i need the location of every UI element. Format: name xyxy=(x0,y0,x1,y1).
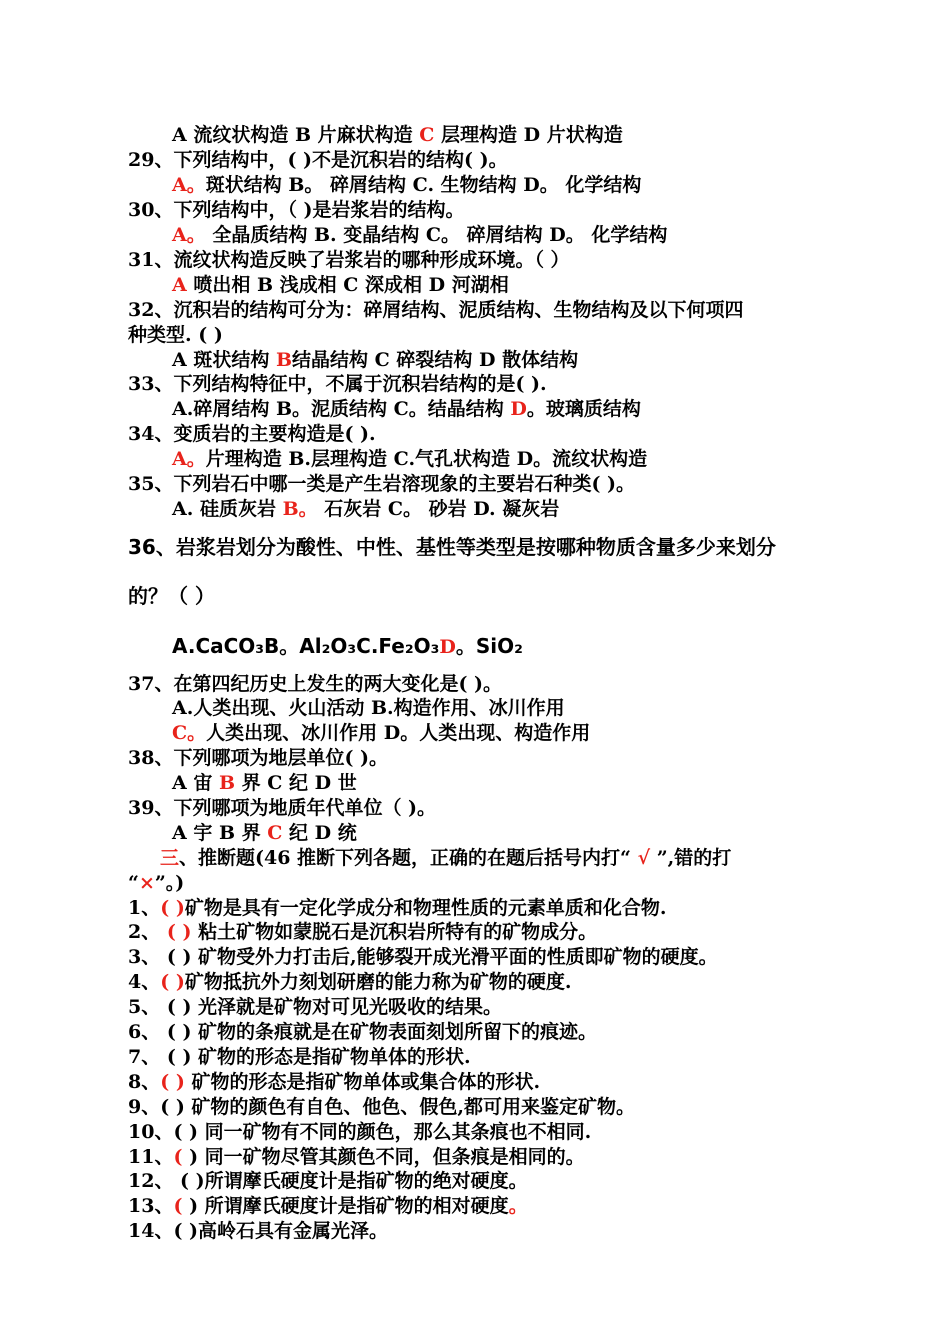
question-36 xyxy=(128,535,776,559)
text-line xyxy=(172,497,559,521)
tf-item-2 xyxy=(128,920,597,944)
line-text: 、推断题(46 推断下列各题，正确的在题后括号内打“ xyxy=(179,847,638,869)
text-line xyxy=(128,584,215,608)
answer-mark: D xyxy=(439,636,456,658)
tf-item-12 xyxy=(128,1169,528,1193)
line-text: 38、下列哪项为地层单位( )。 xyxy=(128,747,389,769)
line-text: 人类出现、冰川作用 D。人类出现、构造作用 xyxy=(206,722,591,744)
text-line xyxy=(172,173,641,197)
line-text: 30、下列结构中，（ )是岩浆岩的结构。 xyxy=(128,199,465,221)
question-37 xyxy=(128,672,502,696)
text-line xyxy=(128,323,223,347)
question-34 xyxy=(128,422,376,446)
tf-item-8 xyxy=(128,1070,540,1094)
line-text: 石灰岩 C。 砂岩 D. 凝灰岩 xyxy=(317,498,560,520)
line-text: 斑状结构 B。 碎屑结构 C. 生物结构 D。 化学结构 xyxy=(205,174,642,196)
tf-item-7 xyxy=(128,1045,471,1069)
answer-mark: B。 xyxy=(282,498,318,520)
line-text: 9、( ) 矿物的颜色有自色、他色、假色,都可用来鉴定矿物。 xyxy=(128,1096,636,1118)
text-line xyxy=(172,397,641,421)
line-text: 34、变质岩的主要构造是( ). xyxy=(128,423,376,445)
line-text: 矿物的形态是指矿物单体或集合体的形状. xyxy=(184,1071,541,1093)
text-line xyxy=(128,871,184,895)
answer-mark: A。 xyxy=(172,448,206,470)
line-text: A.CaCO₃B。Al₂O₃C.Fe₂O₃ xyxy=(172,634,440,658)
question-39 xyxy=(128,796,436,820)
line-text: 层理构造 D 片状构造 xyxy=(434,124,623,146)
line-text: A 斑状结构 xyxy=(172,349,276,371)
question-29 xyxy=(128,148,508,172)
text-line xyxy=(172,771,357,795)
line-text: 7、 ( ) 矿物的形态是指矿物单体的形状. xyxy=(128,1046,471,1068)
answer-mark: ( xyxy=(173,1195,183,1217)
line-text: 粘土矿物如蒙脱石是沉积岩所特有的矿物成分。 xyxy=(191,921,598,943)
answer-mark: C xyxy=(419,124,435,146)
line-text: 10、( ) 同一矿物有不同的颜色，那么其条痕也不相同. xyxy=(128,1121,592,1143)
tf-item-13 xyxy=(128,1194,528,1218)
text-line xyxy=(172,348,578,372)
answer-mark: ( xyxy=(173,1146,183,1168)
line-text: A.碎屑结构 B。泥质结构 C。结晶结构 xyxy=(172,398,511,420)
question-33 xyxy=(128,372,547,396)
tf-item-6 xyxy=(128,1020,597,1044)
line-text: 6、 ( ) 矿物的条痕就是在矿物表面刻划所留下的痕迹。 xyxy=(128,1021,598,1043)
question-32 xyxy=(128,298,743,322)
line-text: A 流纹状构造 B 片麻状构造 xyxy=(172,124,420,146)
tf-item-11 xyxy=(128,1145,585,1169)
tf-item-4 xyxy=(128,970,571,994)
line-text: 13、 xyxy=(128,1195,174,1217)
line-text: 。玻璃质结构 xyxy=(526,398,641,420)
line-text: A 宇 B 界 xyxy=(172,822,268,844)
line-text: 种类型. ( ) xyxy=(128,324,223,346)
line-text: 32、沉积岩的结构可分为：碎屑结构、泥质结构、生物结构及以下何项四 xyxy=(128,299,744,321)
section-heading xyxy=(160,846,731,870)
line-text: ) 所谓摩氏硬度计是指矿物的相对硬度 xyxy=(182,1195,509,1217)
answer-mark: 三 xyxy=(160,847,180,869)
line-text: “ xyxy=(128,872,139,894)
line-text: A. 硅质灰岩 xyxy=(172,498,283,520)
line-text: 11、 xyxy=(128,1146,174,1168)
line-text: 片理构造 B.层理构造 C.气孔状构造 D。流纹状构造 xyxy=(205,448,648,470)
line-text: 。SiO₂ xyxy=(455,634,523,658)
line-text: ) 同一矿物尽管其颜色不同，但条痕是相同的。 xyxy=(182,1146,585,1168)
answer-mark: A。 xyxy=(172,174,206,196)
answer-mark: √ xyxy=(637,847,651,869)
line-text: 结晶结构 C 碎裂结构 D 散体结构 xyxy=(292,349,579,371)
line-text: 纪 D 统 xyxy=(282,822,357,844)
line-text: 4、 xyxy=(128,971,161,993)
text-line xyxy=(172,223,667,247)
text-line xyxy=(172,123,623,147)
answer-mark: A xyxy=(172,274,187,296)
text-line xyxy=(172,821,357,845)
line-text: 5、 ( ) 光泽就是矿物对可见光吸收的结果。 xyxy=(128,996,503,1018)
line-text: 31、流纹状构造反映了岩浆岩的哪种形成环境。（ ） xyxy=(128,249,570,271)
text-line xyxy=(172,696,565,720)
line-text: 喷出相 B 浅成相 C 深成相 D 河湖相 xyxy=(186,274,509,296)
line-text: 8、 xyxy=(128,1071,161,1093)
answer-mark: × xyxy=(138,872,155,894)
text-line xyxy=(172,634,523,659)
line-text: 37、在第四纪历史上发生的两大变化是( )。 xyxy=(128,673,503,695)
question-30 xyxy=(128,198,465,222)
answer-mark: ( ) xyxy=(166,921,192,943)
answer-mark: ( ) xyxy=(160,971,185,993)
line-text: 12、 ( )所谓摩氏硬度计是指矿物的绝对硬度。 xyxy=(128,1170,528,1192)
line-text: 、岩浆岩划分为酸性、中性、基性等类型是按哪种物质含量多少来划分 xyxy=(155,535,776,559)
tf-item-3 xyxy=(128,945,718,969)
answer-mark: 。 xyxy=(508,1195,528,1217)
line-text: 矿物抵抗外力刻划研磨的能力称为矿物的硬度. xyxy=(184,971,572,993)
answer-mark: C。 xyxy=(172,722,207,744)
line-text: 1、 xyxy=(128,897,161,919)
line-text: 33、下列结构特征中，不属于沉积岩结构的是( ). xyxy=(128,373,547,395)
answer-mark: D xyxy=(510,398,527,420)
line-text: A.人类出现、火山活动 B.构造作用、冰川作用 xyxy=(172,697,565,719)
line-text: 29、下列结构中，( )不是沉积岩的结构( )。 xyxy=(128,149,508,171)
tf-item-10 xyxy=(128,1120,591,1144)
question-35 xyxy=(128,472,635,496)
line-text: A 宙 xyxy=(172,772,219,794)
question-38 xyxy=(128,746,388,770)
tf-item-9 xyxy=(128,1095,635,1119)
line-text: 界 C 纪 D 世 xyxy=(235,772,357,794)
tf-item-14 xyxy=(128,1219,388,1243)
text-line xyxy=(172,447,647,471)
tf-item-1 xyxy=(128,896,666,920)
line-text: ”,错的打 xyxy=(650,847,732,869)
line-text: 35、下列岩石中哪一类是产生岩溶现象的主要岩石种类( )。 xyxy=(128,473,636,495)
line-text: 2、 xyxy=(128,921,167,943)
line-text: 14、( )高岭石具有金属光泽。 xyxy=(128,1220,389,1242)
line-text: 的？（ ） xyxy=(128,584,215,608)
line-text: 矿物是具有一定化学成分和物理性质的元素单质和化合物. xyxy=(184,897,667,919)
line-text: ”。) xyxy=(154,872,185,894)
line-text: 全晶质结构 B. 变晶结构 C。 碎屑结构 D。 化学结构 xyxy=(205,224,668,246)
line-text: 3、 ( ) 矿物受外力打击后,能够裂开成光滑平面的性质即矿物的硬度。 xyxy=(128,946,718,968)
answer-mark: B xyxy=(218,772,236,794)
answer-mark: C xyxy=(267,822,283,844)
tf-item-5 xyxy=(128,995,502,1019)
answer-mark: ( ) xyxy=(160,897,185,919)
text-line xyxy=(172,273,509,297)
answer-mark: A。 xyxy=(172,224,206,246)
line-text: 36 xyxy=(128,535,156,559)
answer-mark: B xyxy=(275,349,293,371)
question-31 xyxy=(128,248,570,272)
answer-mark: ( ) xyxy=(160,1071,185,1093)
text-line xyxy=(172,721,590,745)
line-text: 39、下列哪项为地质年代单位（ )。 xyxy=(128,797,437,819)
